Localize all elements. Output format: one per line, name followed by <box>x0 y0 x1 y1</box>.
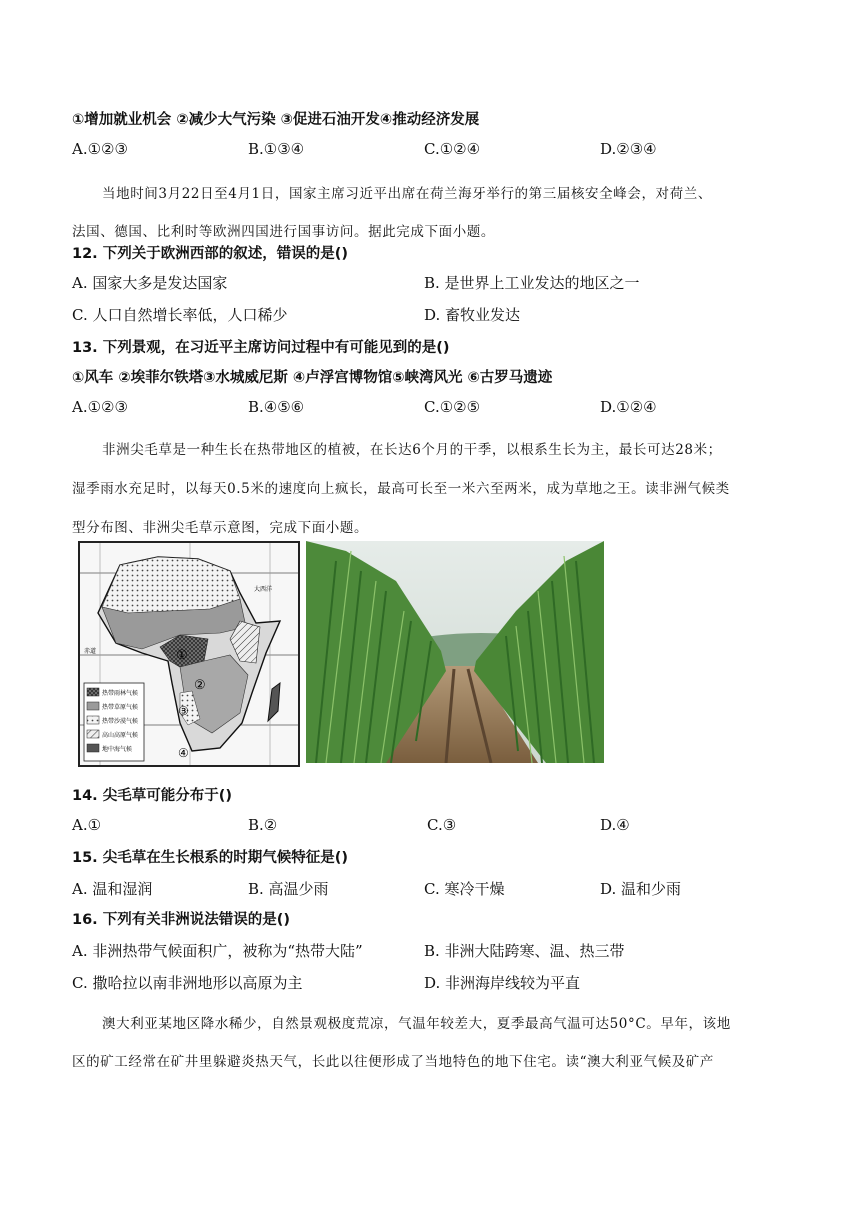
option-c[interactable]: C. 寒冷干燥 <box>424 880 505 898</box>
option-d[interactable]: D.④ <box>600 816 630 834</box>
africa-climate-map <box>78 541 300 767</box>
option-b[interactable]: B.④⑤⑥ <box>248 398 305 416</box>
options-row-15 <box>72 878 792 898</box>
options-row-16a <box>72 940 792 960</box>
equator-label: 赤道 <box>84 648 97 655</box>
question-14: 14. 尖毛草可能分布于() <box>72 788 232 804</box>
option-c[interactable]: C. 撒哈拉以南非洲地形以高原为主 <box>72 974 303 992</box>
passage-africa-line-3: 型分布图、非洲尖毛草示意图，完成下面小题。 <box>72 520 369 536</box>
question-13-statements: ①风车 ②埃菲尔铁塔③水城威尼斯 ④卢浮宫博物馆⑤峡湾风光 ⑥古罗马遗迹 <box>72 370 553 386</box>
legend-savanna: 热带草原气候 <box>102 704 139 711</box>
options-row-14 <box>72 816 792 836</box>
option-d[interactable]: D. 非洲海岸线较为平直 <box>424 974 581 992</box>
question-13: 13. 下列景观，在习近平主席访问过程中有可能见到的是() <box>72 340 450 356</box>
passage-africa-line-1: 非洲尖毛草是一种生长在热带地区的植被，在长达6个月的干季，以根系生长为主，最长可达28米； <box>102 442 722 458</box>
legend-rainforest: 热带雨林气候 <box>102 690 139 697</box>
option-b[interactable]: B.② <box>248 816 278 834</box>
marker-2: ② <box>194 678 206 693</box>
passage-australia-line-2: 区的矿工经常在矿井里躲避炎热天气，长此以往便形成了当地特色的地下住宅。读“澳大利亚气候及矿产 <box>72 1054 714 1070</box>
option-a[interactable]: A.①②③ <box>72 398 128 416</box>
passage-africa-line-2: 湿季雨水充足时，以每天0.5米的速度向上疯长，最高可长至一米六至两米，成为草地之王。读非洲气候类 <box>72 481 730 497</box>
legend-mediterranean: 地中海气候 <box>102 746 133 753</box>
legend-desert: 热带沙漠气候 <box>102 718 139 725</box>
option-a[interactable]: A. 温和湿润 <box>72 880 153 898</box>
option-c[interactable]: C.①②④ <box>424 140 481 158</box>
option-b[interactable]: B. 非洲大陆跨寒、温、热三带 <box>424 942 625 960</box>
marker-4: ④ <box>178 746 189 760</box>
grass-photo <box>306 541 604 763</box>
question-12: 12. 下列关于欧洲西部的叙述，错误的是() <box>72 246 348 262</box>
option-c[interactable]: C. 人口自然增长率低，人口稀少 <box>72 306 288 324</box>
option-b[interactable]: B.①③④ <box>248 140 305 158</box>
passage-europe-line-2: 法国、德国、比利时等欧洲四国进行国事访问。据此完成下面小题。 <box>72 224 495 240</box>
legend-highland: 高山高原气候 <box>102 732 139 739</box>
option-d[interactable]: D. 畜牧业发达 <box>424 306 521 324</box>
option-d[interactable]: D. 温和少雨 <box>600 880 682 898</box>
option-a[interactable]: A.① <box>72 816 102 834</box>
options-row-13 <box>72 398 792 418</box>
option-a[interactable]: A. 国家大多是发达国家 <box>72 274 228 292</box>
passage-australia-line-1: 澳大利亚某地区降水稀少，自然景观极度荒凉，气温年较差大，夏季最高气温可达50°C。早年，该地 <box>102 1016 731 1032</box>
question-16: 16. 下列有关非洲说法错误的是() <box>72 912 290 928</box>
option-a[interactable]: A. 非洲热带气候面积广，被称为“热带大陆” <box>72 942 363 960</box>
options-row-16b <box>72 972 792 992</box>
option-c[interactable]: C.①②⑤ <box>424 398 481 416</box>
option-b[interactable]: B. 高温少雨 <box>248 880 329 898</box>
ocean-label: 大西洋 <box>254 586 273 593</box>
option-c[interactable]: C.③ <box>427 816 457 834</box>
marker-1: ① <box>176 648 188 663</box>
options-row-11 <box>72 140 792 160</box>
options-row-12b <box>72 304 792 324</box>
options-statement-11: ①增加就业机会 ②减少大气污染 ③促进石油开发④推动经济发展 <box>72 112 480 128</box>
option-b[interactable]: B. 是世界上工业发达的地区之一 <box>424 274 640 292</box>
option-a[interactable]: A.①②③ <box>72 140 128 158</box>
question-15: 15. 尖毛草在生长根系的时期气候特征是() <box>72 850 348 866</box>
options-row-12a <box>72 272 792 292</box>
option-d[interactable]: D.①②④ <box>600 398 657 416</box>
option-d[interactable]: D.②③④ <box>600 140 657 158</box>
marker-3: ③ <box>178 704 189 718</box>
passage-europe-line-1: 当地时间3月22日至4月1日，国家主席习近平出席在荷兰海牙举行的第三届核安全峰会，对荷兰、 <box>102 186 712 202</box>
